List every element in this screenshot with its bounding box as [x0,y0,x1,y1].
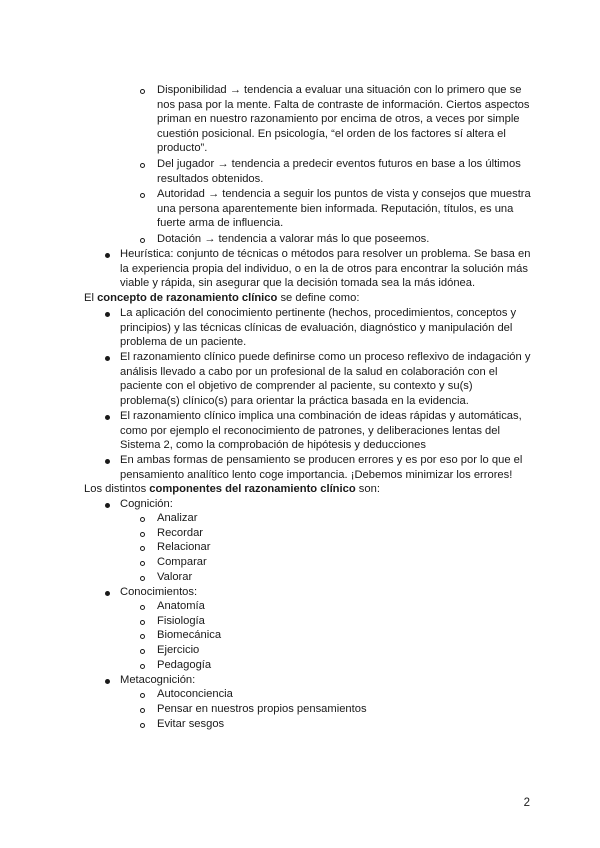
list-item: Autoconciencia [157,688,233,700]
circle-bullet-icon [140,693,145,698]
concepto-item: En ambas formas de pensamiento se producen errores y es por eso por lo que el pensamiento analítico lento coge importancia. ¡Debemos minimizar los errores! [120,454,523,481]
group-label-conocimientos: Conocimientos: [120,586,198,598]
circle-bullet-icon [140,193,145,198]
circle-bullet-icon [140,649,145,654]
circle-bullet-icon [140,605,145,610]
circle-bullet-icon [140,163,145,168]
group-label-cognicion: Cognición: [120,498,173,510]
list-item: Relacionar [157,541,211,553]
circle-bullet-icon [140,238,145,243]
list-item: Pedagogía [157,659,212,671]
bullet-icon [105,312,110,317]
concepto-bold: concepto de razonamiento clínico [97,292,278,304]
circle-bullet-icon [140,561,145,566]
circle-bullet-icon [140,546,145,551]
componentes-bold: componentes del razonamiento clínico [149,483,356,495]
circle-bullet-icon [140,576,145,581]
bullet-icon [105,591,110,596]
circle-bullet-icon [140,723,145,728]
circle-bullet-icon [140,708,145,713]
list-item: Anatomía [157,600,205,612]
sesgo-dotacion: Dotación → tendencia a valorar más lo que poseemos. [157,233,430,245]
heuristica-definition: Heurística: conjunto de técnicas o métodos para resolver un problema. Se basa en la experiencia propia del individuo, o en la de otros para encontrar la solución más viable y rápida, sin asegurar que la decisión tomada sea la más idónea. [120,248,531,290]
sesgo-disponibilidad: Disponibilidad → tendencia a evaluar una situación con lo primero que se nos pasa por la mente. Falta de contraste de información. Ciertos aspectos priman en nuestro razonamiento por encima de otros, a veces por simple cuestión posicional. En psicología, “el orden de los factores sí altera el producto”. [157,84,530,155]
list-item: Fisiología [157,615,205,627]
list-item: Recordar [157,527,204,539]
list-item: Ejercicio [157,644,200,656]
circle-bullet-icon [140,517,145,522]
list-item: Biomecánica [157,629,222,641]
bullet-icon [105,679,110,684]
list-item: Pensar en nuestros propios pensamientos [157,703,367,715]
page-number: 2 [523,797,530,809]
bullet-icon [105,356,110,361]
circle-bullet-icon [140,620,145,625]
circle-bullet-icon [140,532,145,537]
list-item: Analizar [157,512,198,524]
sesgo-autoridad: Autoridad → tendencia a seguir los puntos de vista y consejos que muestra una persona aparentemente bien informada. Reputación, títulos, es una fuerte arma de influencia. [157,188,531,230]
concepto-heading [84,291,534,306]
list-item: Comparar [157,556,207,568]
bullet-icon [105,503,110,508]
bullet-icon [105,459,110,464]
circle-bullet-icon [140,664,145,669]
circle-bullet-icon [140,89,145,94]
bullet-icon [105,253,110,258]
list-item: Valorar [157,571,193,583]
componentes-prefix: Los distintos [84,483,150,495]
bullet-icon [105,415,110,420]
concepto-item: El razonamiento clínico puede definirse como un proceso reflexivo de indagación y análisis llevado a cabo por un profesional de la salud en colaboración con el paciente con el objetivo de comprender al paciente, su contexto y su(s) problema(s) clínico(s) para orientar la práctica basada en la evidencia. [120,351,531,407]
componentes-heading [84,482,534,497]
concepto-item: La aplicación del conocimiento pertinente (hechos, procedimientos, conceptos y principios) y las técnicas clínicas de evaluación, diagnóstico y manipulación del problema de un paciente. [120,307,517,349]
componentes-suffix: son: [355,483,380,495]
concepto-suffix: se define como: [277,292,360,304]
concepto-item: El razonamiento clínico implica una combinación de ideas rápidas y automáticas, como por ejemplo el reconocimiento de patrones, y deliberaciones lentas del Sistema 2, como la comprobación de hipótesis y deducciones [120,410,522,452]
sesgo-jugador: Del jugador → tendencia a predecir eventos futuros en base a los últimos resultados obtenidos. [157,158,521,185]
group-label-metacognicion: Metacognición: [120,674,196,686]
concepto-prefix: El [84,292,98,304]
circle-bullet-icon [140,634,145,639]
list-item: Evitar sesgos [157,718,225,730]
